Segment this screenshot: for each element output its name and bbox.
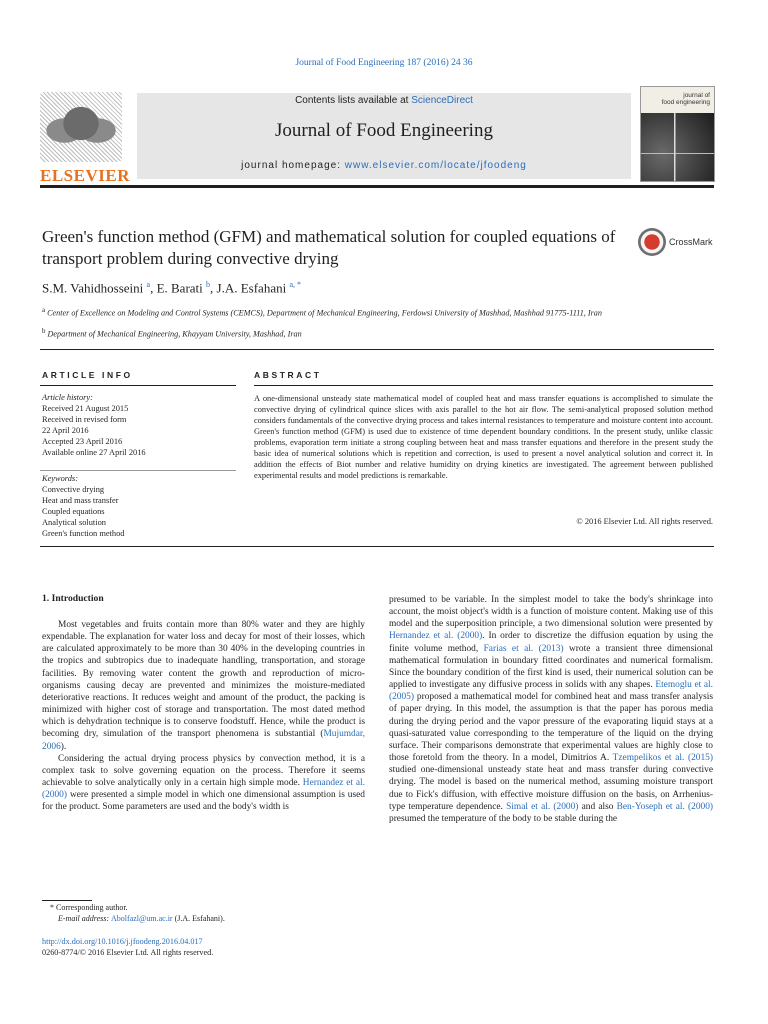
paragraph-text: and also (578, 801, 617, 812)
keyword-item: Green's function method (42, 528, 125, 538)
issn-copyright: 0260-8774/© 2016 Elsevier Ltd. All rights reserved. (42, 947, 214, 957)
reference-link[interactable]: Etemoglu et al. (2005) (389, 680, 714, 703)
author-name: J.A. Esfahani (216, 280, 287, 296)
abstract-copyright: © 2016 Elsevier Ltd. All rights reserved. (576, 517, 713, 526)
journal-header (137, 93, 631, 179)
affiliation-a (42, 305, 612, 319)
header-divider (40, 185, 714, 188)
paragraph-text: . In order to discretize the diffusion equation by using the finite volume method, (389, 631, 714, 654)
affiliation-divider (40, 349, 714, 350)
journal-citation[interactable]: Journal of Food Engineering 187 (2016) 24 36 (295, 58, 473, 68)
crossmark-badge[interactable] (638, 228, 718, 260)
email-suffix: (J.A. Esfahani). (172, 913, 225, 923)
publication-info (42, 937, 213, 958)
email-line (42, 914, 365, 925)
homepage-line (137, 160, 631, 171)
affiliation-b (42, 326, 612, 340)
paragraph-text: ). (60, 741, 67, 752)
article-info-heading: ARTICLE INFO (42, 370, 133, 380)
affiliation-text: Center of Excellence on Modeling and Control Systems (CEMCS), Department of Mechanical Engineering, Ferdowsi University of Mashhad, Mashhad 91775-1111, Iran (47, 308, 602, 318)
reference-link[interactable]: Hernandez et al. (2000) (389, 631, 483, 642)
author-affil-marker[interactable]: b (206, 280, 211, 289)
paragraph-text: studied one-dimensional unsteady state heat and mass transfer during convective drying. The model is based on the numerical method, assuming moisture transport due to Fick's diffusion, with effective moisture diffusion on the basis, on Arrhenius-type temperature dependence. (389, 765, 713, 812)
keywords-divider (40, 470, 236, 471)
doi-link[interactable]: http://dx.doi.org/10.1016/j.jfoodeng.2016.04.017 (42, 937, 203, 946)
paragraph (42, 619, 365, 753)
history-label: Article history: (42, 393, 93, 402)
cover-title (641, 87, 714, 113)
elsevier-logo (40, 92, 130, 185)
abstract-text: A one-dimensional unsteady state mathematical model of coupled heat and mass transfer equations is accomplished to simulate the convective drying of cylindrical quince slices with axis parallel to the hot air flow. The semi-analytical proposed solution method considers fundamentals of the convective drying process and takes internal resistances to temperature and moisture content into account. Green's function method (GFM) is used due to existence of time dependent boundary conditions. In the present study, unlike classic problems, evaporation term initiate a strong coupling between heat and mass transfer equations and therefore in the present study the basic idea of numerical solutions which is repetition and correction, is used to present a novel analytical solution and correct it. In addition the effects of Biot number and relative humidity on drying kinetics are investigated. The agreement between published experimental results and model predictions is remarkable. (254, 394, 713, 480)
contents-line (137, 95, 631, 106)
cover-title-line2: food engineering (661, 99, 710, 106)
paragraph (389, 594, 713, 825)
footnote (42, 903, 365, 924)
paragraph-text: Considering the actual drying process physics by convection method, it is a complex task to solve governing equation on the process. Therefore it seems achievable to solve analytically only in a certain high simple mode. (42, 753, 365, 789)
homepage-prefix: journal homepage: (241, 160, 345, 171)
reference-link[interactable]: Hernandez et al. (2000) (42, 778, 365, 801)
reference-link[interactable]: Tzempelikos et al. (2015) (612, 753, 713, 764)
paragraph-text: presumed the temperature of the body to be stable during the (389, 813, 618, 824)
reference-link[interactable]: Farias et al. (2013) (483, 643, 564, 654)
journal-cover-image[interactable] (640, 86, 715, 182)
keyword-item: Convective drying (42, 484, 105, 494)
abstract-heading: ABSTRACT (254, 370, 322, 380)
paragraph-text: presumed to be variable. In the simplest model to take the body's shrinkage into account, the moist object's width is a function of moisture content. Making use of this model and the superposition principle, a two dimensional solution were presented by (389, 595, 713, 630)
elsevier-wordmark: ELSEVIER (40, 166, 130, 185)
keywords (42, 474, 238, 539)
paragraph-text: Most vegetables and fruits contain more than 80% water and they are highly expendable. The explanation for water loss and decay for most of their losses, which are calculated approximately to be more than 30 40% in the developing countries in the tropics and subtropics due to inadequate handling, transportation, and storage facilities. By removing water content the growth and reproduction of micro-organisms causing decay are prevented and minimizes the moisture-mediated deteriorative reactions. It reduces weight and amount of the product, the packing is minimized with higher cost of storage and transportation. The most dated method which is dehydration technique is to conserve foodstuff. Hence, while the product is becoming dry, simulation of the transport phenomena is substantial ( (42, 620, 365, 740)
author-name: S.M. Vahidhosseini (42, 280, 144, 296)
homepage-link[interactable]: www.elsevier.com/locate/jfoodeng (344, 160, 527, 171)
reference-link[interactable]: Mujumdar, 2006 (42, 729, 365, 752)
author-affil-marker[interactable]: a (146, 280, 151, 289)
keyword-item: Heat and mass transfer (42, 495, 119, 505)
affiliation-marker: b (42, 328, 46, 335)
section-heading-introduction: 1. Introduction (42, 593, 104, 604)
history-item: Received in revised form (42, 414, 127, 424)
author-list: S.M. Vahidhosseini $^a$, E. Barati $^b$, J.A. Esfahani $^{a, *}$ (42, 280, 302, 296)
paragraph-text: were presented a simple model in which one dimensional assumption is used for the product. Some parameters are used and the body's width is (42, 790, 365, 813)
email-label: E-mail address: (58, 913, 112, 923)
author-affil-marker[interactable]: a, * (289, 280, 302, 289)
history-item: Accepted 23 April 2016 (42, 436, 123, 446)
keywords-label: Keywords: (42, 474, 78, 483)
sciencedirect-link[interactable]: ScienceDirect (411, 95, 473, 106)
keyword-item: Coupled equations (42, 506, 105, 516)
keyword-item: Analytical solution (42, 517, 106, 527)
abstract-bottom-divider (40, 546, 714, 547)
journal-name: Journal of Food Engineering (275, 120, 493, 141)
article-history (42, 393, 238, 458)
affiliation-marker: a (42, 307, 46, 314)
crossmark-icon (638, 228, 666, 256)
paragraph-text: wrote a transient three dimensional mathematical formulation in boundary fitted coordinates and numerical formalism. Since the boundary condition of the first kind is used, their numerical solution can be applied to investigate any diffusive process in solids with any shapes. (389, 643, 713, 691)
footnote-divider (42, 900, 92, 901)
contents-prefix: Contents lists available at (295, 95, 412, 106)
abstract-divider (254, 385, 713, 386)
article-title: Green's function method (GFM) and mathematical solution for coupled equations of transport problem during convective drying (42, 227, 616, 268)
reference-link[interactable]: Simal et al. (2000) (506, 801, 579, 812)
author-name: E. Barati (156, 280, 203, 296)
body-right-column (389, 594, 713, 825)
paragraph (42, 753, 365, 814)
history-item: 22 April 2016 (42, 425, 89, 435)
article-info-divider (40, 385, 236, 386)
history-item: Received 21 August 2015 (42, 403, 129, 413)
cover-title-line1: journal of (683, 92, 710, 99)
email-link[interactable]: Abolfazl@um.ac.ir (111, 913, 173, 923)
corresponding-author-note: * Corresponding author. (50, 903, 128, 912)
body-left-column (42, 619, 365, 814)
affiliation-text: Department of Mechanical Engineering, Khayyam University, Mashhad, Iran (47, 329, 302, 339)
paragraph-text: proposed a mathematical model for combined heat and mass transfer analysis of paper drying. In this model, the assumption is that the paper has porous media during the drying period and the vapor pressure of the evaporating liquid stays at a quasi-saturated value corresponding to the temperature of the liquid on the drying surface. Their comparisons demonstrate that experimental values are highly close to those foretold from the theory. In a model, Dimitrios A. (389, 692, 713, 764)
crossmark-label: CrossMark (669, 237, 713, 247)
history-item: Available online 27 April 2016 (42, 447, 146, 457)
reference-link[interactable]: Ben-Yoseph et al. (2000) (616, 801, 713, 812)
cover-artwork (641, 113, 714, 181)
elsevier-tree-icon (40, 92, 122, 162)
